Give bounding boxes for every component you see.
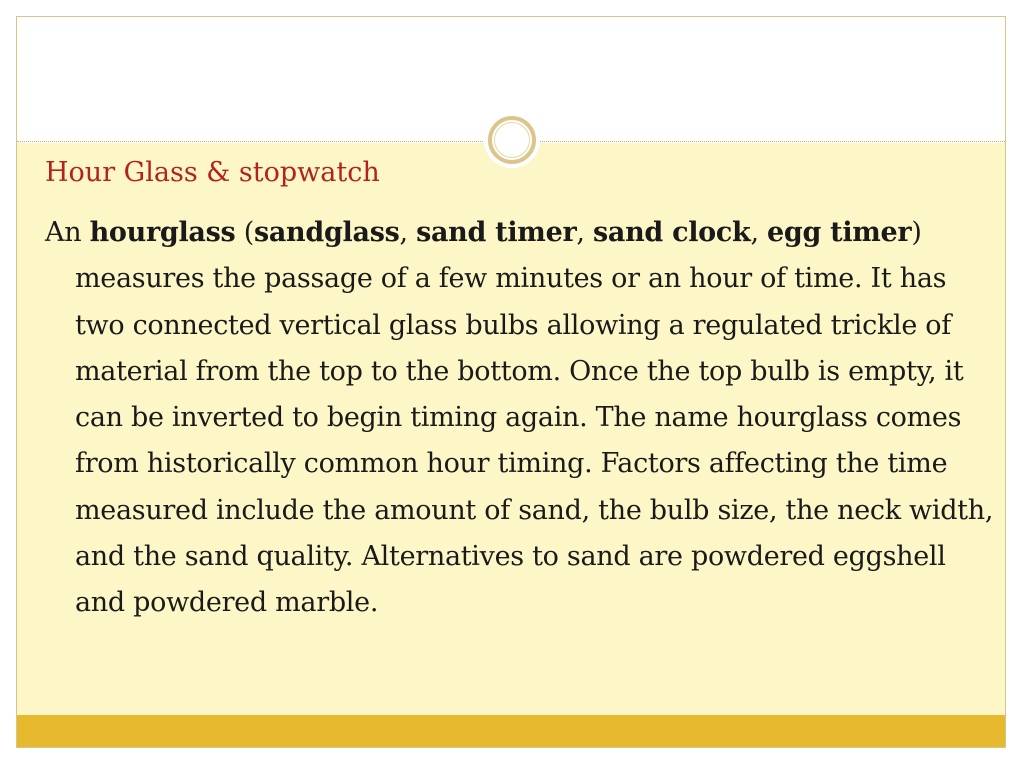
text-open-paren: (	[235, 217, 254, 248]
term-egg-timer: egg timer	[767, 217, 912, 248]
term-sand-timer: sand timer	[416, 217, 577, 248]
text-comma: ,	[750, 217, 768, 248]
term-hourglass: hourglass	[89, 217, 236, 248]
text-rest: ) measures the passage of a few minutes or an hour of time. It has two connected vertical glass bulbs allowing a regulated trickle of material from the top to the bottom. Once the top bulb is empty, it can be inverted to begin timing again. The name hourglass comes from historically common hour timing. Factors affecting the time measured include the amount of sand, the bulb size, the neck width, and the sand quality. Alternatives to sand are powdered eggshell and powdered marble.	[75, 217, 994, 619]
text-comma: ,	[576, 217, 593, 248]
text-comma: ,	[399, 217, 417, 248]
body-paragraph	[45, 210, 995, 627]
text-an: An	[45, 217, 82, 248]
term-sand-clock: sand clock	[592, 217, 751, 248]
term-sandglass: sandglass	[253, 217, 400, 248]
slide-heading: Hour Glass & stopwatch	[45, 157, 380, 188]
